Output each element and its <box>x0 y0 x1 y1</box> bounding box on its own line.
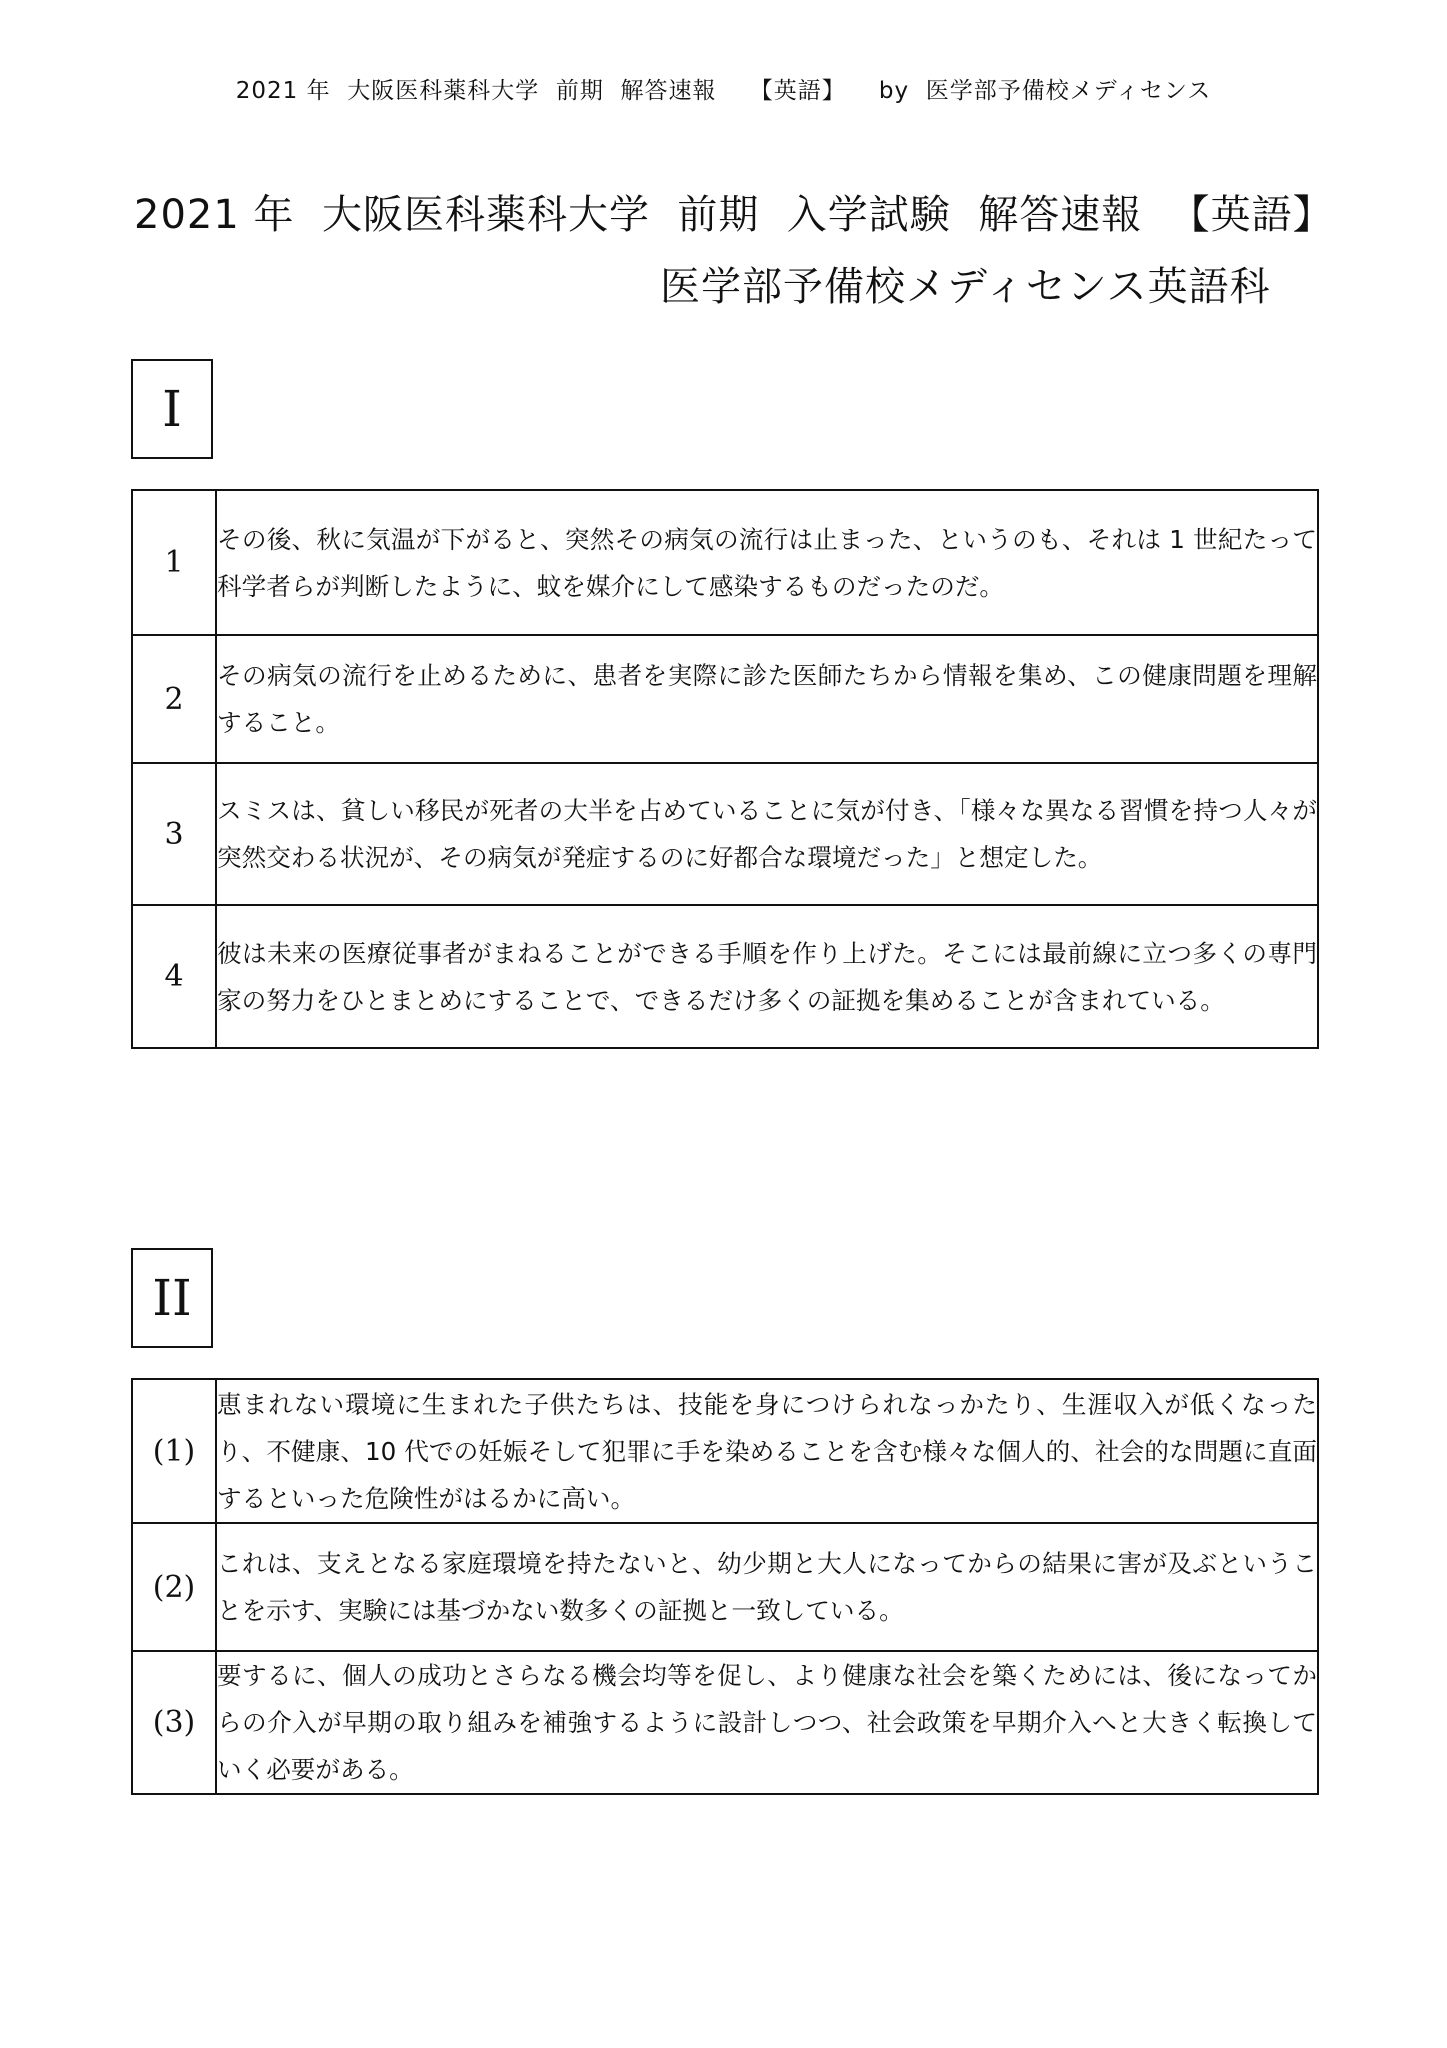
answer-text: 彼は未来の医療従事者がまねることができる手順を作り上げた。そこには最前線に立つ多くの専門家の努力をひとまとめにすることで、できるだけ多くの証拠を集めることが含まれている。 <box>216 905 1318 1048</box>
answer-text: その後、秋に気温が下がると、突然その病気の流行は止まった、というのも、それは 1 世紀たって科学者らが判断したように、蚊を媒介にして感染するものだったのだ。 <box>216 490 1318 635</box>
table-row <box>132 763 1318 905</box>
section-label-2: II <box>131 1248 213 1348</box>
row-number: (3) <box>132 1651 216 1794</box>
answer-table-1 <box>131 489 1319 1049</box>
section-label-1: I <box>131 359 213 459</box>
answer-text: その病気の流行を止めるために、患者を実際に診た医師たちから情報を集め、この健康問題を理解すること。 <box>216 635 1318 763</box>
running-header: 2021 年 大阪医科薬科大学 前期 解答速報 【英語】 by 医学部予備校メディセンス <box>235 78 1212 104</box>
row-number: 2 <box>132 635 216 763</box>
row-number: 4 <box>132 905 216 1048</box>
table-row <box>132 1379 1318 1523</box>
page-title: 2021 年 大阪医科薬科大学 前期 入学試験 解答速報 【英語】 <box>134 192 1334 238</box>
answer-table-2 <box>131 1378 1319 1795</box>
table-row <box>132 905 1318 1048</box>
row-number: 3 <box>132 763 216 905</box>
page-subtitle: 医学部予備校メディセンス英語科 <box>660 264 1271 310</box>
table-row <box>132 1651 1318 1794</box>
row-number: (1) <box>132 1379 216 1523</box>
table-row <box>132 1523 1318 1651</box>
answer-text: 恵まれない環境に生まれた子供たちは、技能を身につけられなっかたり、生涯収入が低くなったり、不健康、10 代での妊娠そして犯罪に手を染めることを含む様々な個人的、社会的な問題に直面するといった危険性がはるかに高い。 <box>216 1379 1318 1523</box>
row-number: (2) <box>132 1523 216 1651</box>
answer-text: スミスは、貧しい移民が死者の大半を占めていることに気が付き、「様々な異なる習慣を持つ人々が突然交わる状況が、その病気が発症するのに好都合な環境だった」と想定した。 <box>216 763 1318 905</box>
table-row <box>132 490 1318 635</box>
row-number: 1 <box>132 490 216 635</box>
table-row <box>132 635 1318 763</box>
answer-text: 要するに、個人の成功とさらなる機会均等を促し、より健康な社会を築くためには、後になってからの介入が早期の取り組みを補強するように設計しつつ、社会政策を早期介入へと大きく転換していく必要がある。 <box>216 1651 1318 1794</box>
answer-text: これは、支えとなる家庭環境を持たないと、幼少期と大人になってからの結果に害が及ぶということを示す、実験には基づかない数多くの証拠と一致している。 <box>216 1523 1318 1651</box>
